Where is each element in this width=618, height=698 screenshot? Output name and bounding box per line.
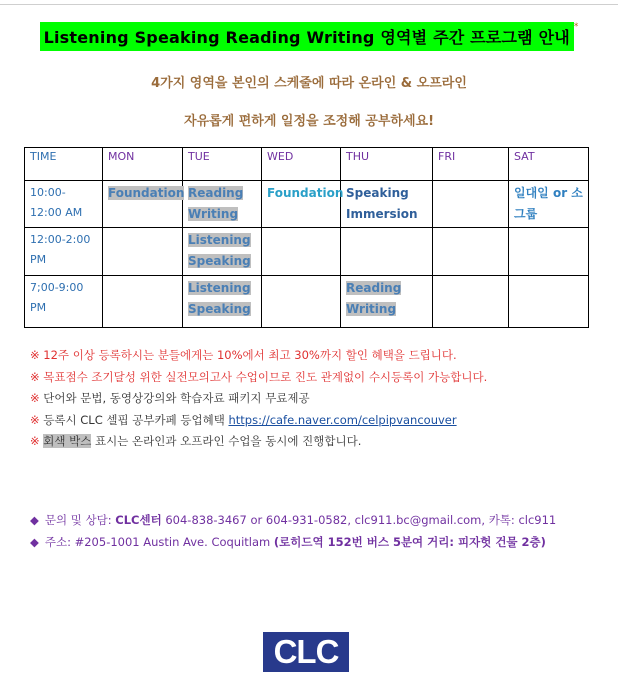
time-cell: 7;00-9:00 PM (25, 276, 103, 328)
schedule-cell-thu (341, 181, 433, 228)
note-mark: ※ (30, 412, 40, 427)
schedule-cell-sat (509, 181, 589, 228)
note-discount (30, 345, 487, 367)
note-cafe (30, 410, 487, 432)
schedule-cell-mon (103, 228, 183, 276)
schedule-cell-tue (183, 276, 262, 328)
cafe-link[interactable]: https://cafe.naver.com/celpipvancouver (228, 412, 457, 427)
table-row (25, 276, 589, 328)
note-mark: ※ (30, 369, 40, 384)
note-text: 표시는 온라인과 오프라인 수업을 동시에 진행합니다. (91, 434, 362, 448)
class-label: 일대일 or 소그룹 (514, 186, 583, 221)
note-text: 12주 이상 등록하시는 분들에게는 10%에서 최고 30%까지 할인 혜택을 드립니다. (43, 348, 457, 362)
schedule-cell-fri (433, 276, 509, 328)
address-directions: (로히드역 152번 버스 5분여 거리: 피자헛 건물 2층) (273, 535, 546, 549)
header-sat: SAT (509, 148, 589, 181)
header-tue: TUE (183, 148, 262, 181)
contact-label: 문의 및 상담: (44, 513, 116, 527)
table-row (25, 228, 589, 276)
schedule-cell-sat (509, 228, 589, 276)
notes-list (30, 345, 487, 453)
schedule-table (24, 147, 589, 328)
schedule-cell-tue (183, 181, 262, 228)
note-gray-box (30, 431, 487, 453)
schedule-cell-mon (103, 181, 183, 228)
header-wed: WED (262, 148, 341, 181)
time-cell: 12:00-2:00 PM (25, 228, 103, 276)
note-mark: ※ (30, 391, 40, 405)
header-thu: THU (341, 148, 433, 181)
note-mark: ※ (30, 434, 40, 448)
class-label: Foundation (108, 186, 185, 200)
schedule-cell-mon (103, 276, 183, 328)
diamond-bullet-icon: ◆ (30, 535, 39, 549)
subtitle-2: 자유롭게 편하게 일정을 조정해 공부하세요! (183, 114, 435, 129)
note-text: 등록시 CLC 셀핍 공부카페 등업혜택 (43, 412, 225, 427)
contact-center: CLC센터 (115, 513, 162, 527)
gray-box-sample: 회색 박스 (43, 434, 92, 448)
header-fri: FRI (433, 148, 509, 181)
diamond-bullet-icon: ◆ (30, 513, 39, 527)
page-title: Listening Speaking Reading Writing 영역별 주간 프로그램 안내 (40, 22, 574, 51)
subtitle-1: 4가지 영역을 본인의 스케줄에 따라 온라인 & 오프라인 (151, 76, 467, 91)
schedule-cell-thu (341, 228, 433, 276)
class-label: Reading Writing (188, 186, 244, 221)
header-time: TIME (25, 148, 103, 181)
note-mark: ※ (30, 348, 40, 362)
class-label: Speaking Immersion (346, 186, 418, 221)
clc-logo: CLC (263, 632, 349, 672)
note-text: 단어와 문법, 동영상강의와 학습자료 패키지 무료제공 (43, 391, 310, 405)
contact-info (30, 509, 556, 553)
class-label: Reading Writing (346, 281, 402, 316)
title-wrap (0, 22, 618, 51)
class-label: Foundation (267, 186, 344, 200)
schedule-cell-wed (262, 181, 344, 228)
contact-line (30, 509, 556, 531)
title-star: * (573, 22, 579, 32)
table-row (25, 181, 589, 228)
class-label: Listening Speaking (188, 233, 251, 268)
top-divider (0, 4, 618, 5)
schedule-cell-wed (262, 276, 341, 328)
class-label: Listening Speaking (188, 281, 251, 316)
address-line (30, 531, 556, 553)
header-mon: MON (103, 148, 183, 181)
schedule-cell-tue (183, 228, 262, 276)
note-package (30, 388, 487, 410)
schedule-cell-fri (433, 181, 509, 228)
contact-details: 604-838-3467 or 604-931-0582, clc911.bc@gmail.com, 카톡: clc911 (161, 513, 557, 527)
time-cell: 10:00-12:00 AM (25, 181, 103, 228)
header-row (25, 148, 589, 181)
note-text: 목표점수 조기달성 위한 실전모의고사 수업이므로 진도 관계없이 수시등록이 가능합니다. (43, 369, 488, 384)
note-registration (30, 367, 487, 389)
schedule-cell-fri (433, 228, 509, 276)
address-label: 주소: #205-1001 Austin Ave. Coquitlam (44, 535, 274, 549)
schedule-cell-wed (262, 228, 341, 276)
schedule-cell-sat (509, 276, 589, 328)
schedule-cell-thu (341, 276, 433, 328)
